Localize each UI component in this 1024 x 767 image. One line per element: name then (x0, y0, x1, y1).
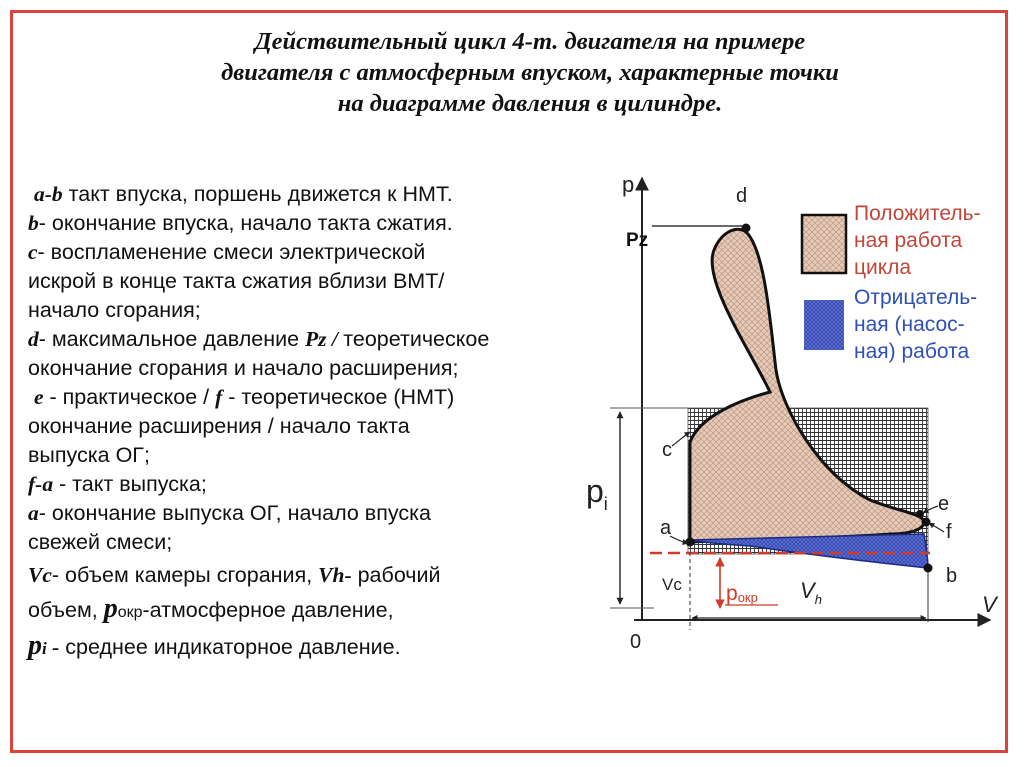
key-e: e (33, 385, 44, 409)
vh-sub: h (814, 592, 822, 607)
desc-pi-text: среднее индикаторное давление. (59, 635, 401, 659)
desc-pokr-text-a: объем, (28, 598, 104, 622)
arrow-c (672, 432, 690, 446)
legend-negative-text-2: ная (насос- (854, 313, 965, 336)
point-c-label: c (662, 439, 672, 461)
legend-positive-text-1: Положитель- (854, 202, 981, 225)
key-d: d (28, 327, 39, 351)
legend-negative-text-3: ная) работа (854, 340, 970, 363)
legend-negative-text-1: Отрицатель- (854, 286, 978, 309)
pv-diagram (586, 160, 1010, 660)
point-d-marker (742, 224, 751, 233)
key-pz: Pz (305, 327, 327, 351)
legend-positive-text-3: цикла (854, 256, 912, 279)
desc-vh-text: рабочий (351, 563, 441, 587)
legend-positive-swatch (802, 215, 846, 273)
key-vc: Vc (28, 563, 52, 587)
pi-sub: i (603, 494, 608, 514)
key-f: f (215, 385, 223, 409)
point-e-label: e (938, 493, 950, 515)
desc-c-text: - воспламенение смеси электрической (37, 240, 426, 264)
desc-pokr-text-b: -атмосферное давление, (142, 598, 394, 622)
vh-label (800, 578, 822, 607)
key-pokr: p (103, 593, 118, 624)
desc-line-d (28, 325, 598, 354)
key-fa: f-a (28, 472, 54, 496)
desc-pi-dash: - (46, 635, 60, 659)
desc-line-vc (28, 561, 598, 590)
desc-line-a (28, 499, 598, 528)
key-pokr-sub: окр (117, 604, 143, 621)
key-vh: Vh- (318, 563, 352, 587)
desc-ab-text: такт впуска, поршень движется к НМТ. (62, 182, 453, 206)
point-a-label: a (660, 517, 672, 539)
vc-label: Vc (662, 575, 682, 594)
desc-line-ab (28, 180, 598, 209)
description-text (28, 180, 598, 663)
desc-line-pokr (28, 594, 598, 627)
key-pi-sub: i (42, 639, 47, 658)
desc-line-b (28, 209, 598, 238)
desc-line-ef (28, 383, 598, 412)
title-line-3: на диаграмме давления в цилиндре. (337, 90, 723, 117)
pokr-main: p (726, 582, 738, 605)
origin-label: 0 (630, 631, 642, 653)
slide-title (170, 26, 890, 119)
arrow-f (929, 523, 944, 532)
key-a: a (28, 501, 39, 525)
desc-fa-text: - такт выпуска; (53, 472, 207, 496)
desc-d-text-a: - максимальное давление (38, 327, 306, 351)
key-c: c (28, 240, 38, 264)
arrow-a (670, 536, 688, 543)
point-a-marker (686, 538, 695, 547)
desc-line-c2: искрой в конце такта сжатия вблизи ВМТ/ (28, 269, 445, 293)
pi-label (586, 473, 608, 514)
point-b-label: b (946, 565, 958, 587)
desc-line-ef2: окончание расширения / начало такта (28, 414, 410, 438)
desc-line-a2: свежей смеси; (28, 530, 173, 554)
pokr-sub: окр (737, 590, 758, 605)
key-b: b (28, 211, 39, 235)
axis-v-label: V (982, 592, 997, 617)
desc-d-slash: / (326, 327, 344, 351)
point-f-marker (922, 518, 931, 527)
title-line-2: двигателя с атмосферным впуском, характерные точки (221, 59, 839, 86)
key-pi: p (28, 630, 42, 661)
desc-vc-text: - объем камеры сгорания, (51, 563, 319, 587)
point-e-marker (916, 510, 924, 518)
desc-line-pi (28, 631, 598, 663)
point-f-label: f (946, 521, 952, 543)
desc-a-text: - окончание выпуска ОГ, начало впуска (38, 501, 431, 525)
desc-f-text: - теоретическое (НМТ) (222, 385, 455, 409)
legend-negative-swatch (804, 300, 844, 350)
pi-main: p (586, 473, 604, 509)
axis-p-label: p (622, 172, 635, 197)
legend-positive-text-2: ная работа (854, 229, 963, 252)
desc-b-text: - окончание впуска, начало такта сжатия. (38, 211, 453, 235)
desc-line-fa (28, 470, 598, 499)
desc-line-c3: начало сгорания; (28, 298, 201, 322)
pz-label: Pz (626, 230, 649, 251)
desc-d-text-b: теоретическое (343, 327, 490, 351)
vh-main: V (800, 578, 815, 603)
desc-line-c (28, 238, 598, 267)
point-b-marker (924, 564, 933, 573)
point-d-label: d (736, 185, 748, 207)
key-ab: a-b (33, 182, 63, 206)
pokr-label (726, 582, 758, 605)
desc-line-ef3: выпуска ОГ; (28, 443, 150, 467)
title-line-1: Действительный цикл 4-т. двигателя на примере (254, 28, 806, 55)
desc-line-d2: окончание сгорания и начало расширения; (28, 356, 459, 380)
desc-e-text: - практическое / (43, 385, 216, 409)
